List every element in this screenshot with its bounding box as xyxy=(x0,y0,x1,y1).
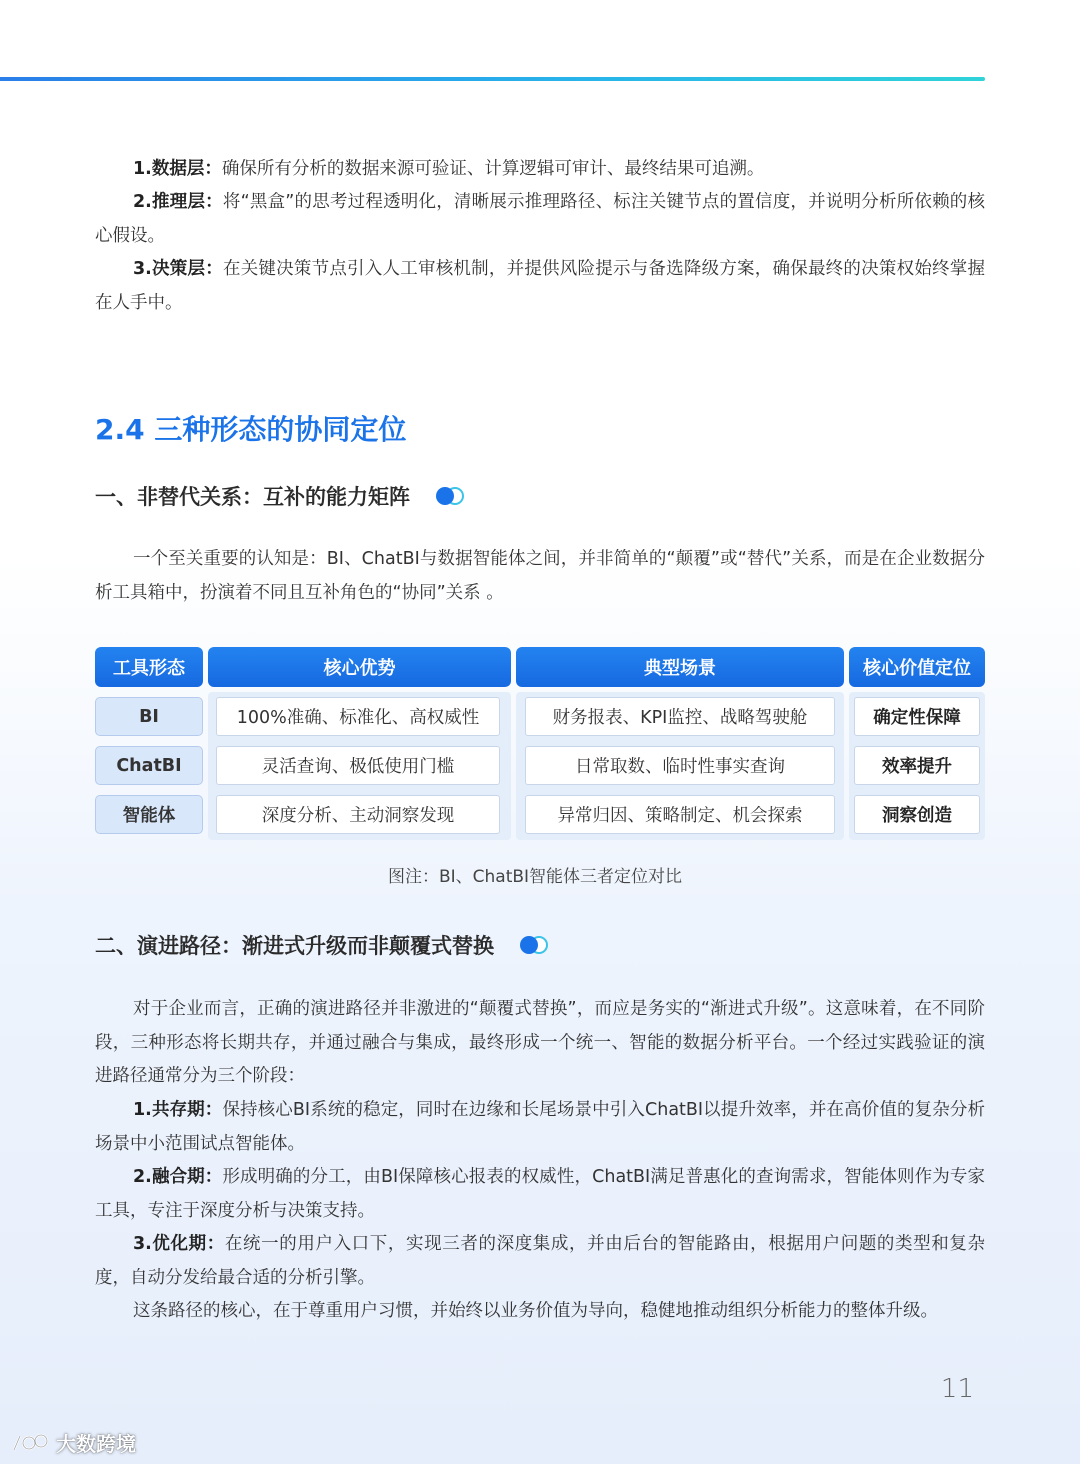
section-title: 2.4 三种形态的协同定位 xyxy=(95,413,407,446)
intro-point-1: 1.数据层：确保所有分析的数据来源可验证、计算逻辑可审计、最终结果可追溯。 xyxy=(133,159,765,179)
toggle-icon xyxy=(520,936,550,954)
header-gradient-line xyxy=(0,77,985,81)
intro-point-2: 2.推理层：将“黑盒”的思考过程透明化，清晰展示推理路径、标注关键节点的置信度，并说明分析所依赖的核心假设。 xyxy=(95,192,985,246)
table-cell-advantage: 深度分析、主动洞察发现 xyxy=(216,795,500,834)
table-header-scene: 典型场景 xyxy=(516,647,844,687)
table-cell-tool: ChatBI xyxy=(95,746,203,785)
closing-paragraph: 这条路径的核心，在于尊重用户习惯，并始终以业务价值为导向，稳健地推动组织分析能力的整体升级。 xyxy=(133,1301,938,1321)
table-header-value: 核心价值定位 xyxy=(849,647,985,687)
watermark xyxy=(10,1428,136,1457)
intro-point-3: 3.决策层：在关键决策节点引入人工审核机制，并提供风险提示与备选降级方案，确保最终的决策权始终掌握在人手中。 xyxy=(95,259,986,313)
table-cell-value: 洞察创造 xyxy=(854,795,980,834)
subsection-1-paragraph: 一个至关重要的认知是：BI、ChatBI与数据智能体之间，并非简单的“颠覆”或“替代”关系，而是在企业数据分析工具箱中，扮演着不同且互补角色的“协同”关系 。 xyxy=(95,549,985,603)
subsection-title-2 xyxy=(95,930,550,960)
subsection-title-2-text: 二、演进路径：渐进式升级而非颠覆式替换 xyxy=(95,934,494,958)
table-header-advantage: 核心优势 xyxy=(208,647,511,687)
phase-2: 2.融合期：形成明确的分工，由BI保障核心报表的权威性，ChatBI满足普惠化的查询需求，智能体则作为专家工具，专注于深度分析与决策支持。 xyxy=(95,1167,985,1221)
subsection-title-1-text: 一、非替代关系：互补的能力矩阵 xyxy=(95,485,410,509)
table-cell-scene: 财务报表、KPI监控、战略驾驶舱 xyxy=(525,697,835,736)
watermark-logo-icon xyxy=(10,1430,50,1456)
table-header-tool: 工具形态 xyxy=(95,647,203,687)
table-cell-tool: BI xyxy=(95,697,203,736)
watermark-text: 大数跨境 xyxy=(56,1432,136,1456)
table-cell-tool: 智能体 xyxy=(95,795,203,834)
toggle-icon xyxy=(436,487,466,505)
table-caption: 图注：BI、ChatBI智能体三者定位对比 xyxy=(387,867,683,887)
phase-3: 3.优化期：在统一的用户入口下，实现三者的深度集成，并由后台的智能路由，根据用户问题的类型和复杂度，自动分发给最合适的分析引擎。 xyxy=(95,1234,985,1288)
table-cell-scene: 日常取数、临时性事实查询 xyxy=(525,746,835,785)
table-cell-advantage: 灵活查询、极低使用门槛 xyxy=(216,746,500,785)
table-cell-advantage: 100%准确、标准化、高权威性 xyxy=(216,697,500,736)
table-cell-scene: 异常归因、策略制定、机会探索 xyxy=(525,795,835,834)
subsection-title-1 xyxy=(95,481,466,511)
table-cell-value: 确定性保障 xyxy=(854,697,980,736)
subsection-2-paragraph: 对于企业而言，正确的演进路径并非激进的“颠覆式替换”，而应是务实的“渐进式升级”。这意味着，在不同阶段，三种形态将长期共存，并通过融合与集成，最终形成一个统一、智能的数据分析平台。一个经过实践验证的演进路径通常分为三个阶段： xyxy=(95,999,985,1086)
table-cell-value: 效率提升 xyxy=(854,746,980,785)
page-number: 11 xyxy=(940,1374,974,1404)
phase-1: 1.共存期：保持核心BI系统的稳定，同时在边缘和长尾场景中引入ChatBI以提升效率，并在高价值的复杂分析场景中小范围试点智能体。 xyxy=(95,1100,985,1154)
